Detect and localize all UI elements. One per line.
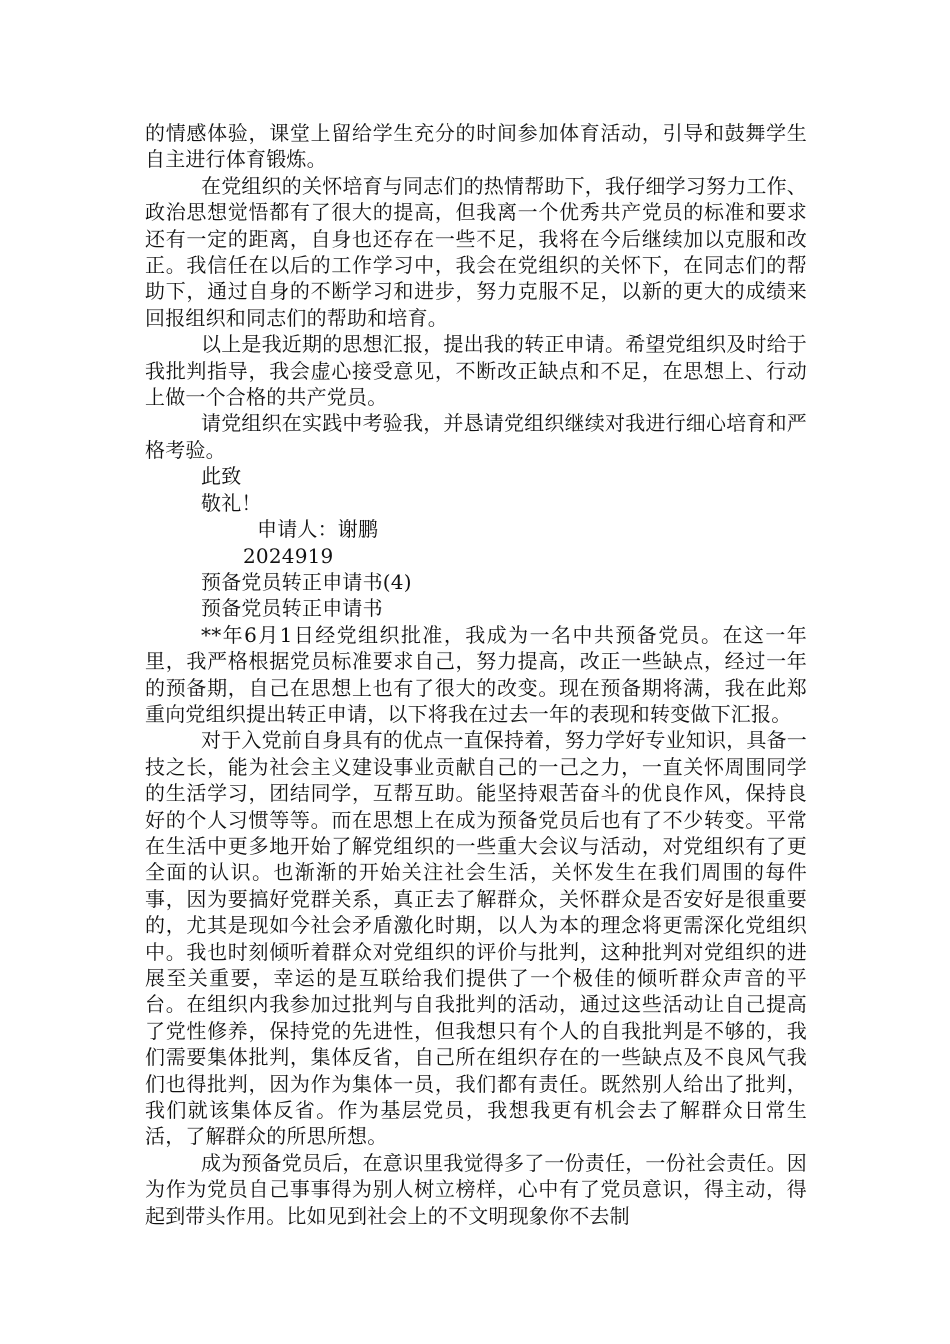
document-body [145, 120, 807, 1229]
paragraph-request: 请党组织在实践中考验我，并恳请党组织继续对我进行细心培育和严格考验。 [145, 411, 807, 462]
closing-regards: 敬礼！ [201, 490, 262, 515]
paragraph-application-summary: 以上是我近期的思想汇报，提出我的转正申请。希望党组织及时给于我批判指导，我会虚心接受意见，不断改正缺点和不足，在思想上、行动上做一个合格的共产党员。 [145, 332, 807, 410]
applicant-signature: 申请人：谢鹏 [257, 517, 379, 542]
closing-salutation: 此致 [201, 464, 242, 489]
paragraph-strengths-and-reflection: 对于入党前自身具有的优点一直保持着，努力学好专业知识，具备一技之长，能为社会主义建设事业贡献自己的一己之力，一直关怀周围同学的生活学习，团结同学，互帮互助。能坚持艰苦奋斗的优良作风，保持良好的个人习惯等等。而在思想上在成为预备党员后也有了不少转变。平常在生活中更多地开始了解党组织的一些重大会议与活动，对党组织有了更全面的认识。也渐渐的开始关注社会生活，关怀发生在我们周围的每件事，因为要搞好党群关系，真正去了解群众，关怀群众是否安好是很重要的，尤其是现如今社会矛盾激化时期，以人为本的理念将更需深化党组织中。我也时刻倾听着群众对党组织的评价与批判，这种批判对党组织的进展至关重要，幸运的是互联给我们提供了一个极佳的倾听群众声音的平台。在组织内我参加过批判与自我批判的活动，通过这些活动让自己提高了党性修养，保持党的先进性，但我想只有个人的自我批判是不够的，我们需要集体批判，集体反省，自己所在组织存在的一些缺点及不良风气我们也得批判，因为作为集体一员，我们都有责任。既然别人给出了批判，我们就该集体反省。作为基层党员，我想我更有机会去了解群众日常生活，了解群众的所思所想。 [145, 728, 807, 1149]
application-date: 2024919 [243, 543, 334, 568]
section-heading: 预备党员转正申请书 [201, 596, 383, 621]
paragraph-approval: **年6月1日经党组织批准，我成为一名中共预备党员。在这一年里，我严格根据党员标准要求自己，努力提高，改正一些缺点，经过一年的预备期，自己在思想上也有了很大的改变。现在预备期将满，我在此郑重向党组织提出转正申请，以下将我在过去一年的表现和转变做下汇报。 [145, 622, 807, 726]
paragraph-improvement: 在党组织的关怀培育与同志们的热情帮助下，我仔细学习努力工作、政治思想觉悟都有了很大的提高，但我离一个优秀共产党员的标准和要求还有一定的距离，自身也还存在一些不足，我将在今后继续加以克服和改正。我信任在以后的工作学习中，我会在党组织的关怀下，在同志们的帮助下，通过自身的不断学习和进步，努力克服不足，以新的更大的成绩来回报组织和同志们的帮助和培育。 [145, 173, 807, 330]
paragraph-continuation: 的情感体验，课堂上留给学生充分的时间参加体育活动，引导和鼓舞学生自主进行体育锻炼。 [145, 121, 807, 172]
paragraph-responsibility: 成为预备党员后，在意识里我觉得多了一份责任，一份社会责任。因为作为党员自己事事得为别人树立榜样，心中有了党员意识，得主动，得起到带头作用。比如见到社会上的不文明现象你不去制 [145, 1150, 807, 1228]
section-heading-numbered: 预备党员转正申请书(4) [201, 569, 412, 594]
